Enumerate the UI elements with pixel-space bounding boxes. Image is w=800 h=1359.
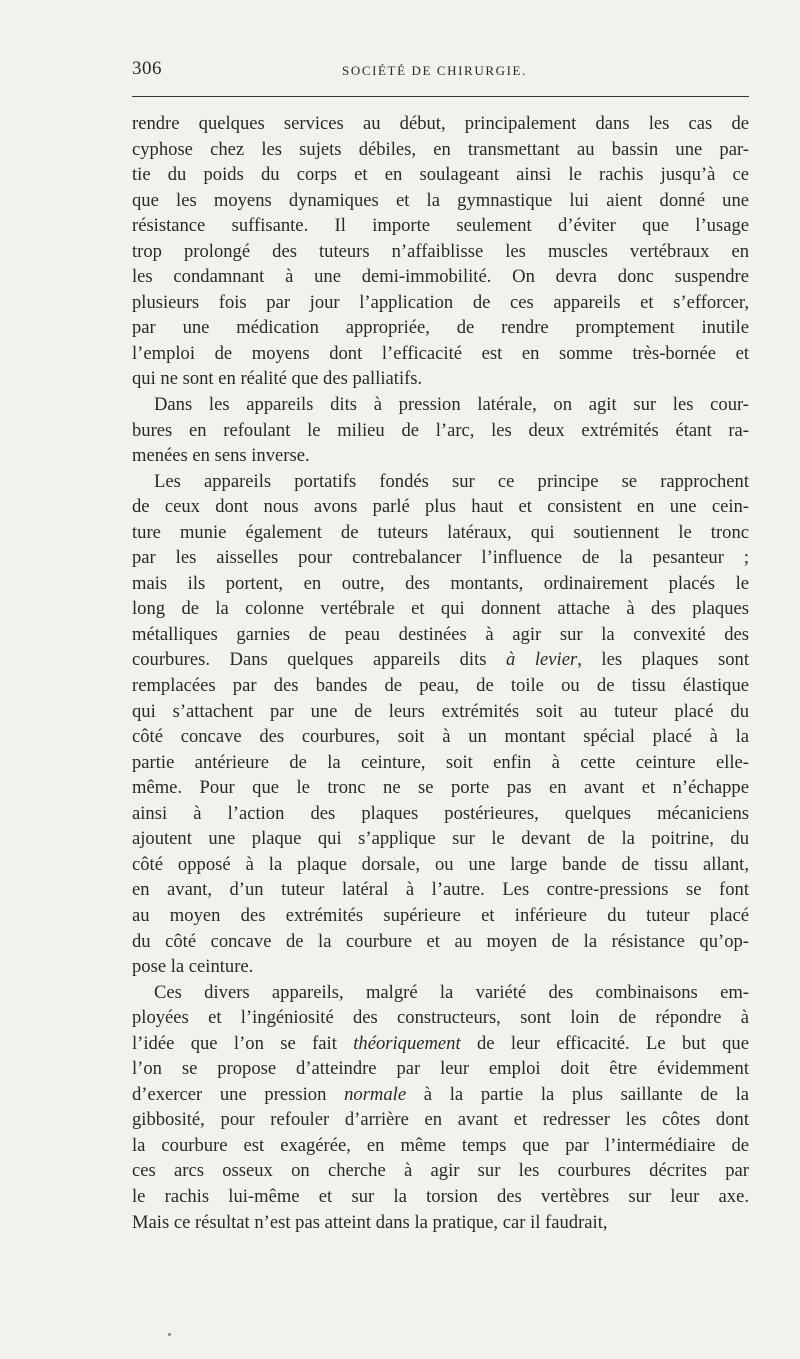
text-run: à la partie la plus saillante de la bbox=[406, 1083, 749, 1105]
text-line: ainsi à l’action des plaques postérieures, quelques mécaniciens bbox=[132, 802, 749, 824]
text-line: en avant, d’un tuteur latéral à l’autre. Les contre-pressions se font bbox=[132, 879, 749, 901]
text-line: ture munie également de tuteurs latéraux, qui soutiennent le tronc bbox=[132, 521, 749, 543]
text-line: métalliques garnies de peau destinées à agir sur la convexité des bbox=[132, 623, 749, 645]
page-number: 306 bbox=[132, 58, 162, 79]
text-line: bures en refoulant le milieu de l’arc, les deux extrémités étant ra- bbox=[132, 419, 749, 441]
text-line: que les moyens dynamiques et la gymnastique lui aient donné une bbox=[132, 189, 749, 211]
text-line: cyphose chez les sujets débiles, en transmettant au bassin une par- bbox=[132, 138, 749, 160]
text-line: remplacées par des bandes de peau, de toile ou de tissu élastique bbox=[132, 675, 749, 697]
text-line: Les appareils portatifs fondés sur ce principe se rapprochent bbox=[154, 470, 749, 492]
text-line: l’emploi de moyens dont l’efficacité est en somme très-bornée et bbox=[132, 342, 749, 364]
text-line: trop prolongé des tuteurs n’affaiblisse les muscles vertébraux en bbox=[132, 240, 749, 262]
text-line: l’on se propose d’atteindre par leur emploi doit être évidemment bbox=[132, 1058, 749, 1080]
text-line: ployées et l’ingéniosité des constructeurs, sont loin de répondre à bbox=[132, 1007, 749, 1029]
text-line: gibbosité, pour refouler d’arrière en avant et redresser les côtes dont bbox=[132, 1109, 749, 1131]
text-line: les condamnant à une demi-immobilité. On devra donc suspendre bbox=[132, 266, 749, 288]
text-line: ajoutent une plaque qui s’applique sur le devant de la poitrine, du bbox=[132, 828, 749, 850]
text-line: côté concave des courbures, soit à un montant spécial placé à la bbox=[132, 726, 749, 748]
stray-ink-mark bbox=[168, 1333, 171, 1336]
text-line: rendre quelques services au début, principalement dans les cas de bbox=[132, 113, 749, 134]
text-line: tie du poids du corps et en soulageant ainsi le rachis jusqu’à ce bbox=[132, 164, 749, 186]
text-line: Mais ce résultat n’est pas atteint dans la pratique, car il faudrait, bbox=[132, 1211, 608, 1233]
text-line: de ceux dont nous avons parlé plus haut et consistent en une cein- bbox=[132, 496, 749, 518]
text-run: de leur efficacité. Le but que bbox=[460, 1032, 749, 1054]
text-line: qui s’attachent par une de leurs extrémités soit au tuteur placé du bbox=[132, 700, 749, 722]
text-run: , les plaques sont bbox=[577, 649, 749, 671]
text-run: d’exercer une pression bbox=[132, 1083, 345, 1105]
italic-term: normale bbox=[344, 1083, 407, 1105]
text-line: au moyen des extrémités supérieure et inférieure du tuteur placé bbox=[132, 904, 749, 926]
text-line: côté opposé à la plaque dorsale, ou une large bande de tissu allant, bbox=[132, 853, 749, 875]
text-line: résistance suffisante. Il importe seulement d’éviter que l’usage bbox=[132, 215, 749, 237]
text-line: plusieurs fois par jour l’application de ces appareils et s’efforcer, bbox=[132, 291, 749, 313]
text-line: par une médication appropriée, de rendre promptement inutile bbox=[132, 317, 749, 339]
text-line: qui ne sont en réalité que des palliatifs. bbox=[132, 368, 423, 390]
body-text bbox=[132, 111, 749, 1235]
header-rule bbox=[132, 96, 749, 97]
text-line: menées en sens inverse. bbox=[132, 445, 310, 467]
page-header bbox=[132, 58, 749, 88]
italic-term: à levier bbox=[506, 649, 578, 671]
text-line: pose la ceinture. bbox=[132, 956, 254, 978]
text-run: courbures. Dans quelques appareils dits bbox=[132, 649, 507, 671]
italic-term: théoriquement bbox=[353, 1032, 461, 1054]
text-line: la courbure est exagérée, en même temps que par l’intermédiaire de bbox=[132, 1134, 749, 1156]
text-line: le rachis lui-même et sur la torsion des vertèbres sur leur axe. bbox=[132, 1185, 749, 1207]
text-line: partie antérieure de la ceinture, soit enfin à cette ceinture elle- bbox=[132, 751, 749, 773]
text-line: Ces divers appareils, malgré la variété des combinaisons em- bbox=[154, 981, 749, 1003]
text-line: ces arcs osseux on cherche à agir sur les courbures décrites par bbox=[132, 1160, 749, 1182]
text-line bbox=[132, 1082, 749, 1108]
running-head: SOCIÉTÉ DE CHIRURGIE. bbox=[342, 63, 527, 78]
text-line: long de la colonne vertébrale et qui donnent attache à des plaques bbox=[132, 598, 749, 620]
text-line: par les aisselles pour contrebalancer l’influence de la pesanteur ; bbox=[132, 547, 749, 569]
text-run: l’idée que l’on se fait bbox=[132, 1032, 354, 1054]
text-line: du côté concave de la courbure et au moyen de la résistance qu’op- bbox=[132, 930, 749, 952]
text-line: mais ils portent, en outre, des montants, ordinairement placés le bbox=[132, 572, 749, 594]
text-line: même. Pour que le tronc ne se porte pas en avant et n’échappe bbox=[132, 777, 749, 799]
text-line: Dans les appareils dits à pression latérale, on agit sur les cour- bbox=[154, 394, 749, 416]
text-line bbox=[132, 1031, 749, 1057]
text-line bbox=[132, 647, 749, 673]
